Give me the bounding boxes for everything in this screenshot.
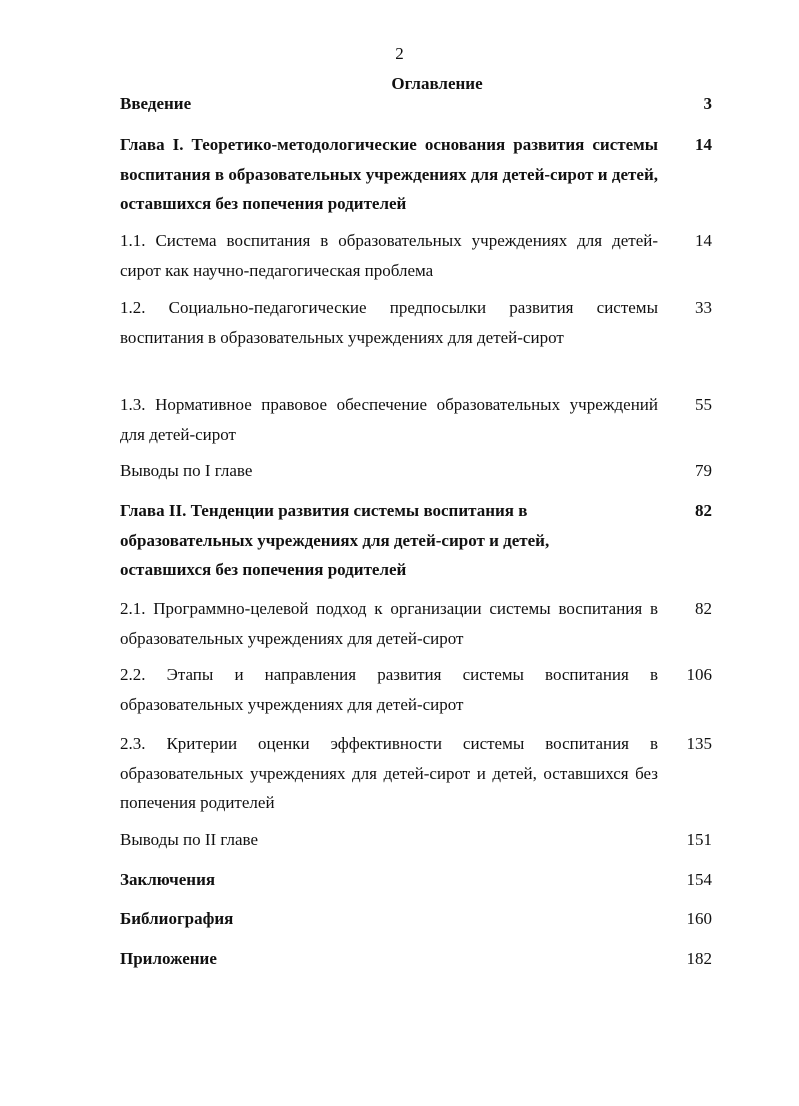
- toc-entry-page: 82: [695, 599, 712, 618]
- toc-title: Оглавление: [391, 74, 483, 93]
- toc-entry-conclusions-1: [120, 456, 720, 486]
- toc-entry-page: 14: [695, 135, 712, 154]
- toc-entry-page: 151: [686, 830, 712, 849]
- toc-entry-section-2-2: [120, 660, 720, 719]
- toc-entry-page: 82: [695, 501, 712, 520]
- toc-entry-page: 135: [686, 734, 712, 753]
- toc-entry-page: 33: [695, 298, 712, 317]
- page-number: 2: [395, 44, 404, 63]
- toc-entry-chapter-1: [120, 130, 720, 219]
- toc-entry-text: 1.1. Система воспитания в образовательных учреждениях для детей-сирот как научно-педагогическая проблема: [120, 231, 658, 280]
- toc-entry-section-1-1: [120, 226, 720, 285]
- toc-entry-chapter-2: [120, 496, 720, 585]
- toc-entry-bibliography: [120, 904, 720, 934]
- toc-entry-page: 79: [695, 461, 712, 480]
- toc-entry-page: 55: [695, 395, 712, 414]
- toc-entry-conclusion: [120, 865, 720, 895]
- toc-entry-text: Глава II. Тенденции развития системы воспитания в образовательных учреждениях для детей-сирот и детей, оставшихся без попечения родителей: [120, 501, 550, 579]
- toc-entry-text: Заключения: [120, 870, 216, 889]
- toc-entry-text: 1.3. Нормативное правовое обеспечение образовательных учреждений для детей-сирот: [120, 395, 658, 444]
- toc-entry-text: Глава I. Теоретико-методологические основания развития системы воспитания в образовательных учреждениях для детей-сирот и детей, оставшихся без попечения родителей: [120, 135, 658, 213]
- toc-entry-text: Выводы по II главе: [120, 830, 259, 849]
- toc-entry-page: 160: [686, 909, 712, 928]
- toc-entry-introduction: [120, 89, 720, 119]
- toc-entry-text: Библиография: [120, 909, 234, 928]
- toc-entry-text: Приложение: [120, 949, 217, 968]
- toc-entry-text: Выводы по I главе: [120, 461, 253, 480]
- toc-entry-text: 1.2. Социально-педагогические предпосылки развития системы воспитания в образовательных учреждениях для детей-сирот: [120, 298, 658, 347]
- toc-entry-text: Введение: [120, 94, 192, 113]
- toc-entry-page: 154: [686, 870, 712, 889]
- toc-entry-text: 2.3. Критерии оценки эффективности системы воспитания в образовательных учреждениях для детей-сирот и детей, оставшихся без попечения родителей: [120, 734, 658, 812]
- toc-entry-section-2-3: [120, 729, 720, 818]
- toc-entry-section-1-3: [120, 390, 720, 449]
- toc-entry-page: 182: [686, 949, 712, 968]
- toc-entry-appendix: [120, 944, 720, 974]
- toc-entry-section-2-1: [120, 594, 720, 653]
- toc-entry-page: 3: [703, 94, 712, 113]
- toc-entry-text: 2.2. Этапы и направления развития системы воспитания в образовательных учреждениях для детей-сирот: [120, 665, 658, 714]
- toc-entry-section-1-2: [120, 293, 720, 352]
- toc-entry-page: 106: [686, 665, 712, 684]
- toc-entry-conclusions-2: [120, 825, 720, 855]
- toc-entry-page: 14: [695, 231, 712, 250]
- toc-entry-text: 2.1. Программно-целевой подход к организации системы воспитания в образовательных учреждениях для детей-сирот: [120, 599, 658, 648]
